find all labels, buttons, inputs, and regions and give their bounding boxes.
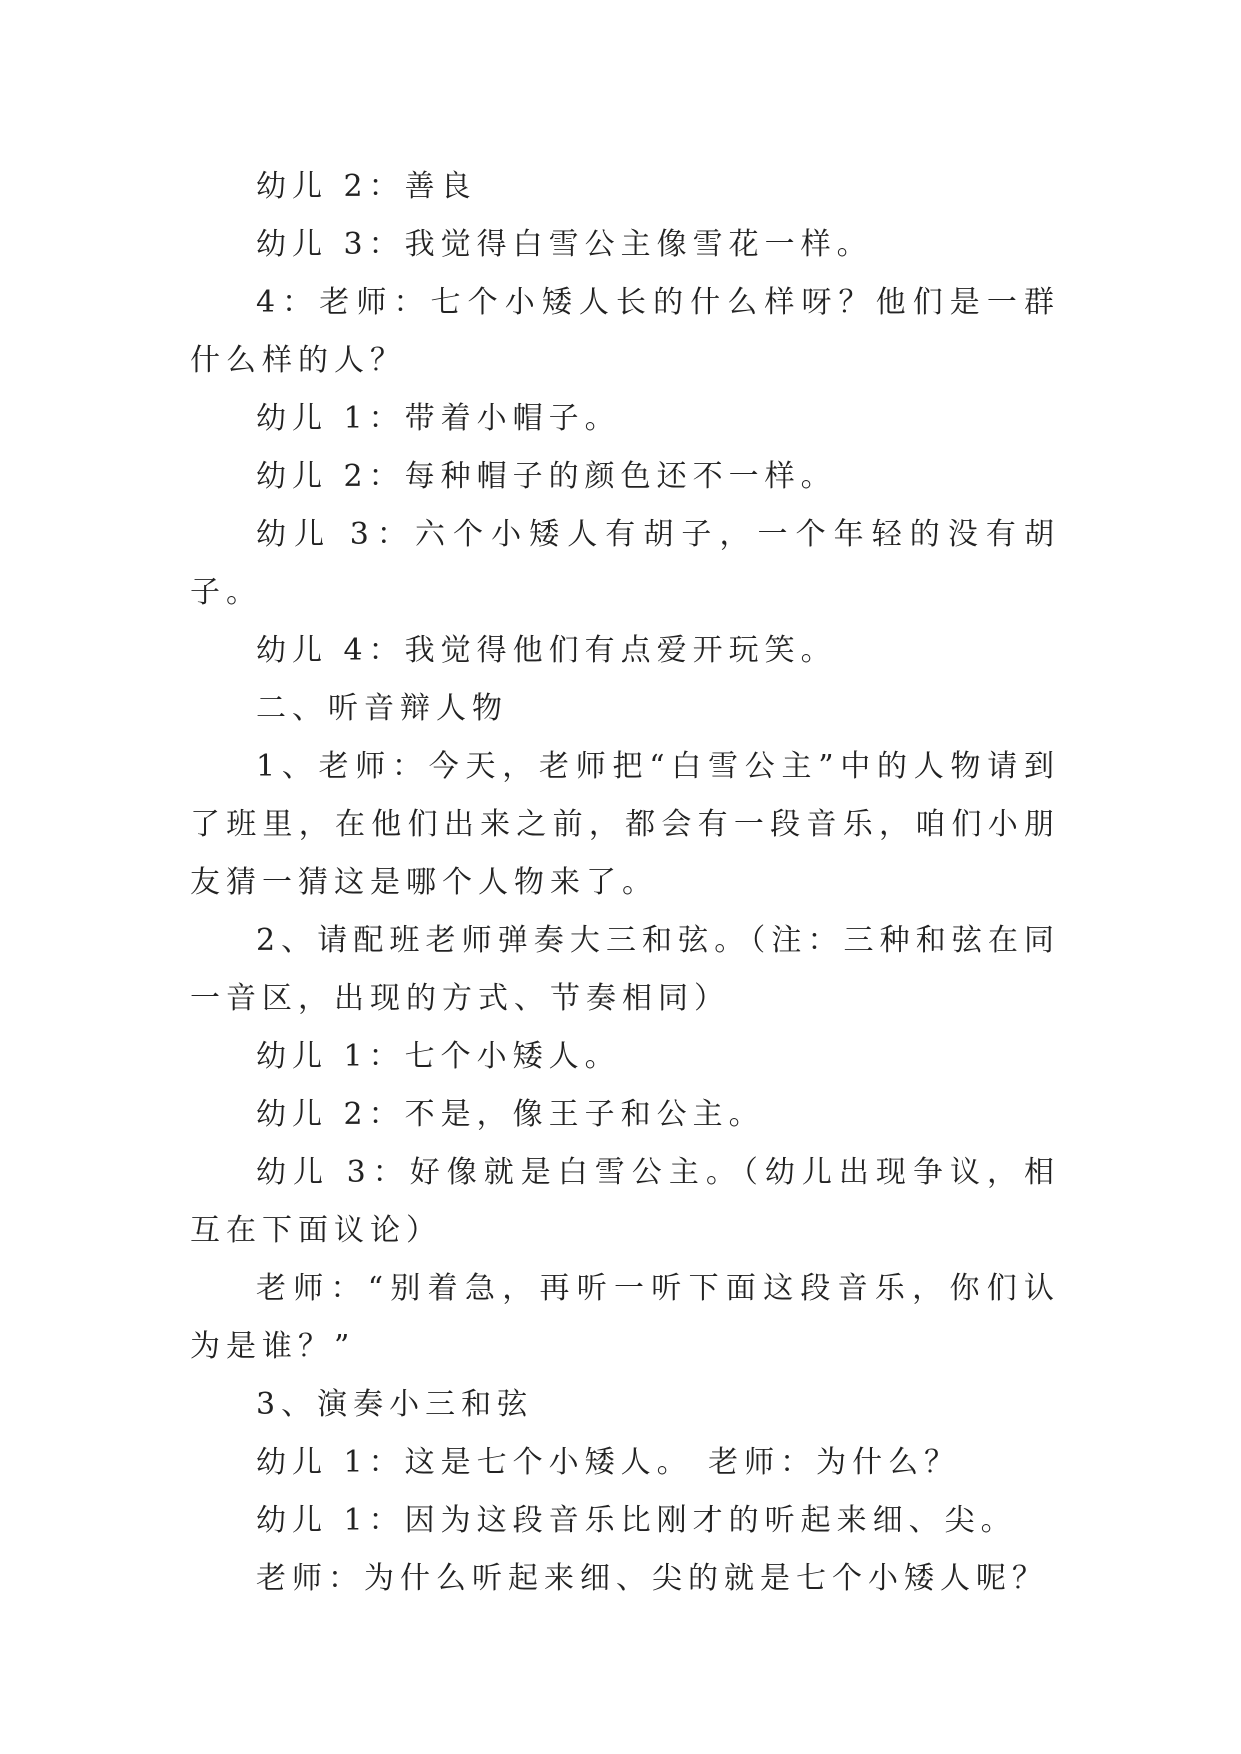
paragraph-teacher-listen-again: 老师：“别着急，再听一听下面这段音乐，你们认为是谁？” — [190, 1271, 1060, 1364]
paragraph-child3-snowwhite: 幼儿 3：好像就是白雪公主。（幼儿出现争议，相互在下面议论） — [190, 1155, 1060, 1248]
paragraph-child4-jokes: 幼儿 4：我觉得他们有点爱开玩笑。 — [256, 633, 837, 668]
paragraph-teacher-why-sharp: 老师：为什么听起来细、尖的就是七个小矮人呢？ — [256, 1561, 1048, 1596]
paragraph-child2-hat-colors: 幼儿 2：每种帽子的颜色还不一样。 — [256, 459, 837, 494]
paragraph-child1-reason: 幼儿 1：因为这段音乐比刚才的听起来细、尖。 — [256, 1503, 1017, 1538]
section-heading-listen: 二、听音辩人物 — [256, 691, 508, 726]
paragraph-child1-hats: 幼儿 1：带着小帽子。 — [256, 401, 621, 436]
paragraph-child2-prince: 幼儿 2：不是，像王子和公主。 — [256, 1097, 765, 1132]
paragraph-teacher-intro: 1、老师：今天，老师把“白雪公主”中的人物请到了班里，在他们出来之前，都会有一段音乐，咱们小朋友猜一猜这是哪个人物来了。 — [190, 749, 1060, 900]
paragraph-child3-snowflake: 幼儿 3：我觉得白雪公主像雪花一样。 — [256, 227, 873, 262]
paragraph-teacher-question-dwarfs: 4：老师：七个小矮人长的什么样呀？他们是一群什么样的人？ — [190, 285, 1060, 378]
paragraph-child2-kind: 幼儿 2：善良 — [256, 169, 477, 204]
paragraph-child3-beards: 幼儿 3：六个小矮人有胡子，一个年轻的没有胡子。 — [190, 517, 1060, 610]
paragraph-minor-chord: 3、演奏小三和弦 — [256, 1387, 534, 1422]
paragraph-child1-why: 幼儿 1：这是七个小矮人。 老师：为什么？ — [256, 1445, 961, 1480]
paragraph-child1-dwarfs: 幼儿 1：七个小矮人。 — [256, 1039, 621, 1074]
document-body — [190, 158, 1060, 1608]
paragraph-major-chord: 2、请配班老师弹奏大三和弦。（注：三种和弦在同一音区，出现的方式、节奏相同） — [190, 923, 1060, 1016]
